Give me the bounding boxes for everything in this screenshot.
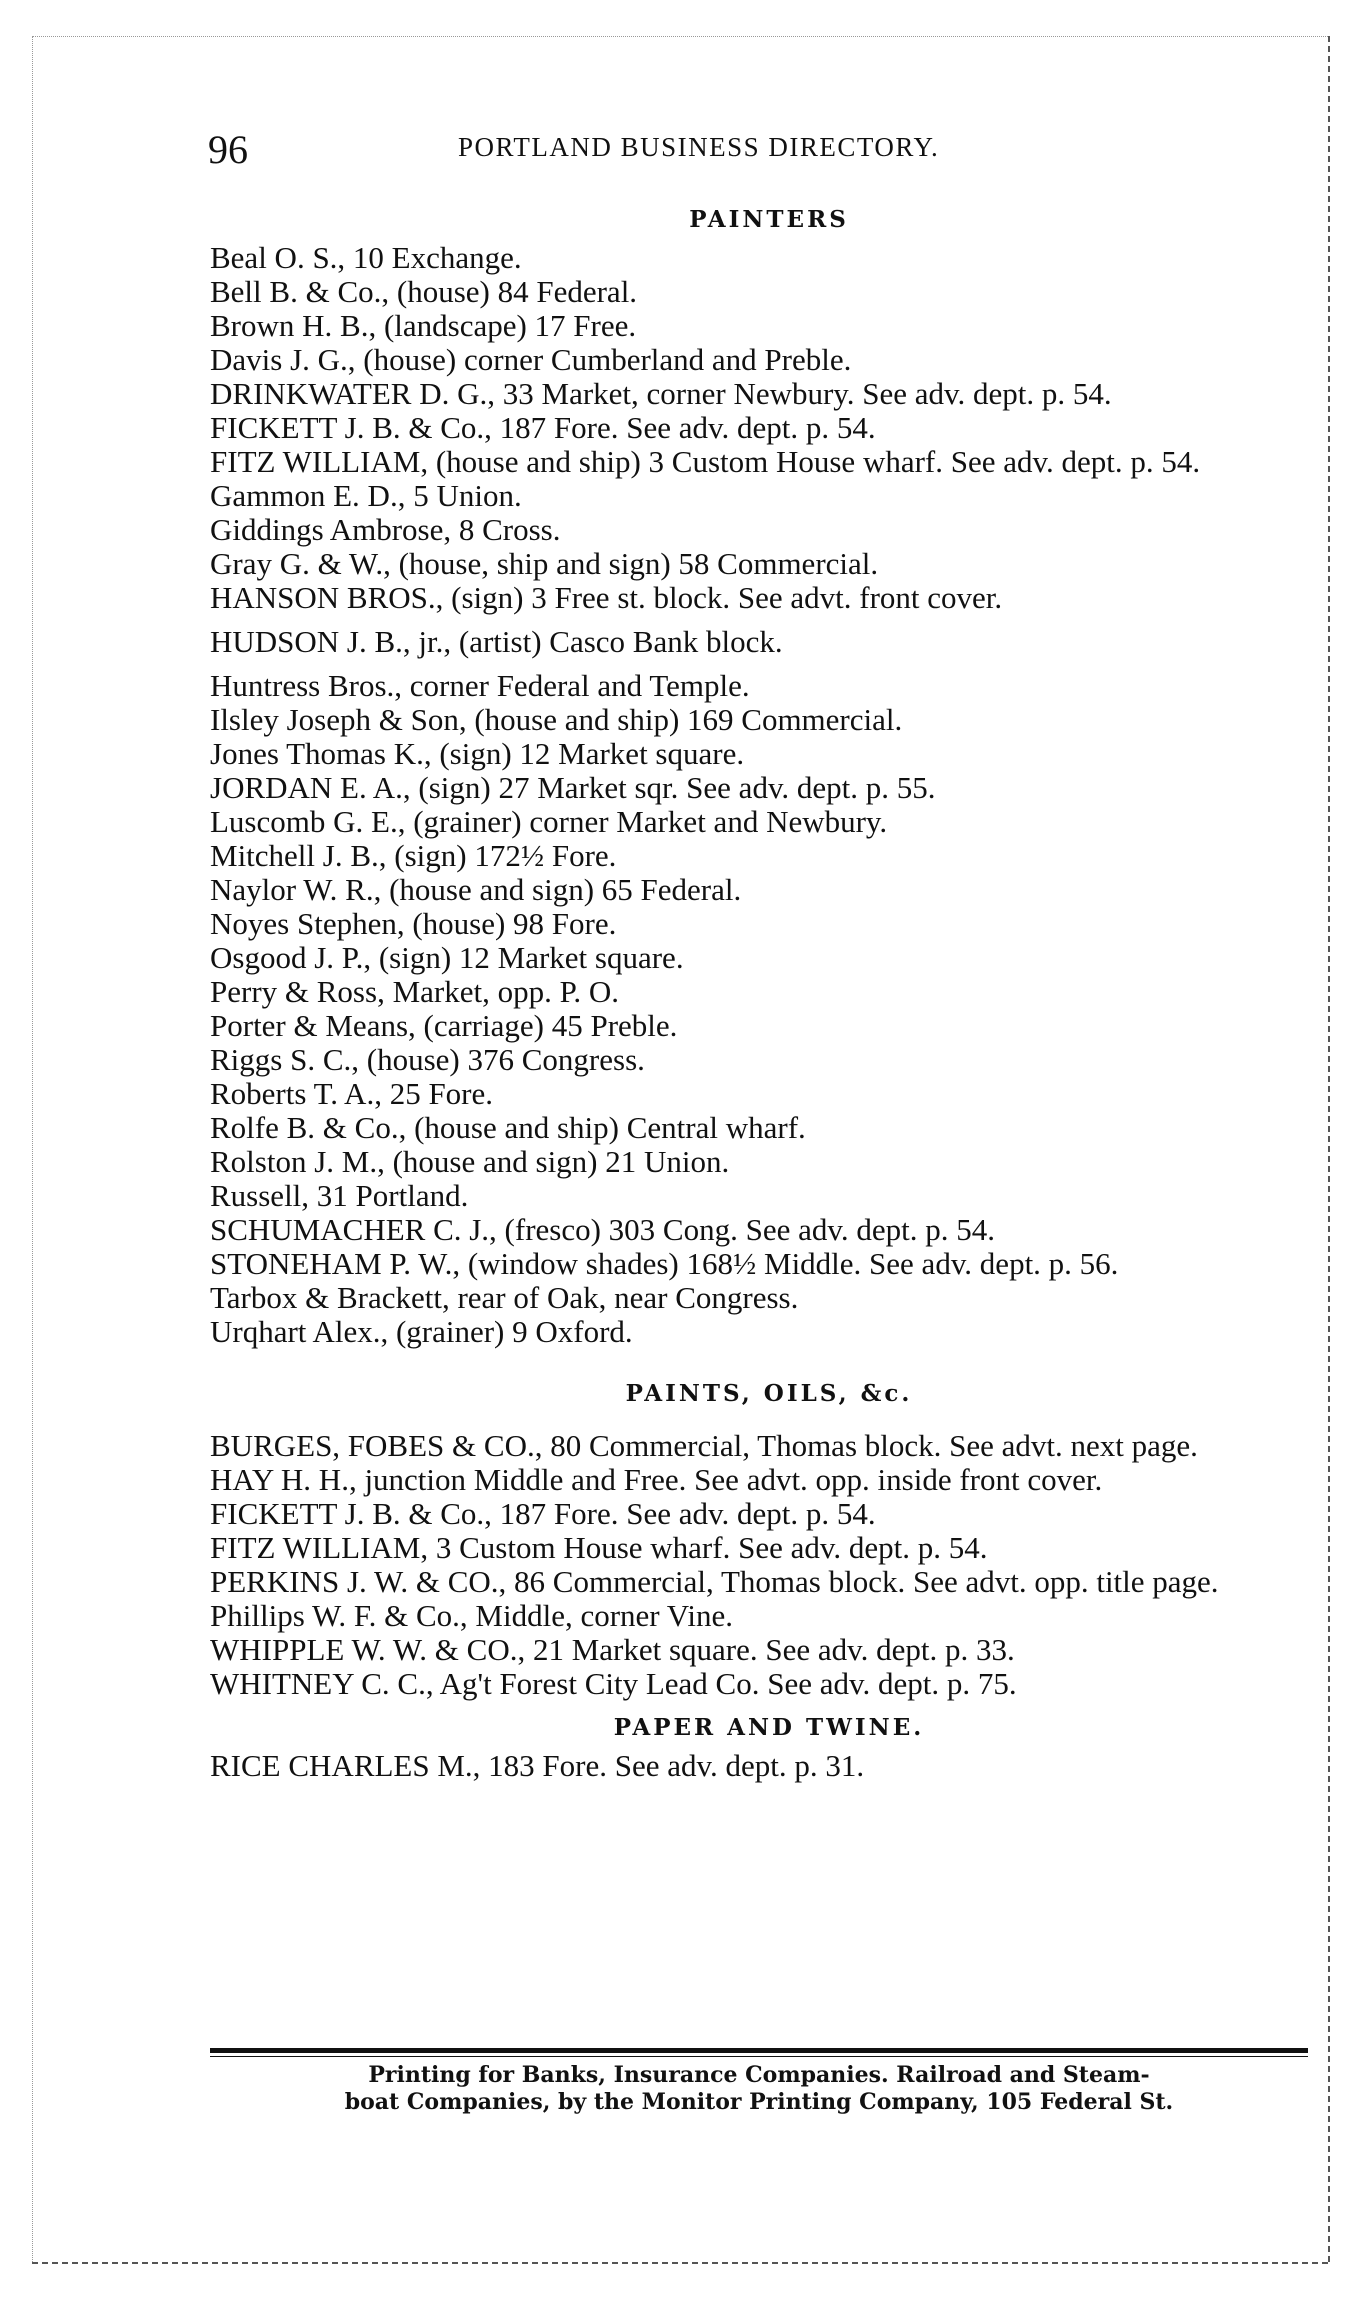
footer-advertisement [210, 2062, 1308, 2116]
footer-rule-thin [210, 2056, 1308, 2057]
paper-twine-list [210, 1749, 1308, 1783]
section-heading-paper-twine: PAPER AND TWINE. [613, 1714, 925, 1741]
list-item: FITZ WILLIAM, 3 Custom House wharf. See adv. dept. p. 54. [210, 1530, 988, 1565]
list-item: Gammon E. D., 5 Union. [210, 478, 522, 513]
list-item: FITZ WILLIAM, (house and ship) 3 Custom House wharf. See adv. dept. p. 54. [210, 444, 1201, 479]
list-item: RICE CHARLES M., 183 Fore. See adv. dept. p. 31. [210, 1748, 865, 1783]
list-item: Huntress Bros., corner Federal and Temple. [210, 668, 750, 703]
list-item: FICKETT J. B. & Co., 187 Fore. See adv. dept. p. 54. [210, 410, 876, 445]
list-item: JORDAN E. A., (sign) 27 Market sqr. See adv. dept. p. 55. [210, 770, 936, 805]
list-item: PERKINS J. W. & CO., 86 Commercial, Thomas block. See advt. opp. title page. [210, 1564, 1219, 1599]
list-item: SCHUMACHER C. J., (fresco) 303 Cong. See adv. dept. p. 54. [210, 1212, 995, 1247]
footer-ad-line-2: boat Companies, by the Monitor Printing Company, 105 Federal St. [344, 2089, 1174, 2115]
list-item: Russell, 31 Portland. [210, 1178, 469, 1213]
running-title: PORTLAND BUSINESS DIRECTORY. [458, 132, 940, 162]
list-item: Porter & Means, (carriage) 45 Preble. [210, 1008, 678, 1043]
list-item: DRINKWATER D. G., 33 Market, corner Newbury. See adv. dept. p. 54. [210, 376, 1112, 411]
list-item: Rolfe B. & Co., (house and ship) Central wharf. [210, 1110, 806, 1145]
list-item: HUDSON J. B., jr., (artist) Casco Bank block. [210, 624, 783, 659]
directory-column [210, 203, 1308, 1783]
page-number: 96 [208, 127, 248, 172]
list-item: Perry & Ross, Market, opp. P. O. [210, 974, 620, 1009]
list-item: Jones Thomas K., (sign) 12 Market square. [210, 736, 745, 771]
page-border-top [32, 36, 1328, 37]
list-item: Tarbox & Brackett, rear of Oak, near Congress. [210, 1280, 799, 1315]
list-item: WHITNEY C. C., Ag't Forest City Lead Co. See adv. dept. p. 75. [210, 1666, 1017, 1701]
list-item: Roberts T. A., 25 Fore. [210, 1076, 494, 1111]
list-item: Brown H. B., (landscape) 17 Free. [210, 308, 637, 343]
list-item: Gray G. & W., (house, ship and sign) 58 Commercial. [210, 546, 879, 581]
list-item: WHIPPLE W. W. & CO., 21 Market square. See adv. dept. p. 33. [210, 1632, 1015, 1667]
list-item: Phillips W. F. & Co., Middle, corner Vine. [210, 1598, 733, 1633]
footer-rule-thick [210, 2048, 1308, 2053]
list-item: STONEHAM P. W., (window shades) 168½ Middle. See adv. dept. p. 56. [210, 1246, 1119, 1281]
list-item: HANSON BROS., (sign) 3 Free st. block. See advt. front cover. [210, 580, 1003, 615]
list-item: Beal O. S., 10 Exchange. [210, 240, 522, 275]
painters-list [210, 241, 1308, 1349]
list-item: FICKETT J. B. & Co., 187 Fore. See adv. dept. p. 54. [210, 1496, 876, 1531]
list-item: Naylor W. R., (house and sign) 65 Federal. [210, 872, 742, 907]
list-item: Riggs S. C., (house) 376 Congress. [210, 1042, 645, 1077]
section-heading-painters: PAINTERS [689, 206, 849, 233]
page-border-left [32, 36, 33, 2262]
list-item: Bell B. & Co., (house) 84 Federal. [210, 274, 638, 309]
list-item: Giddings Ambrose, 8 Cross. [210, 512, 561, 547]
section-heading-paints-oils: PAINTS, OILS, &c. [625, 1380, 913, 1407]
list-item: BURGES, FOBES & CO., 80 Commercial, Thomas block. See advt. next page. [210, 1428, 1198, 1463]
list-item: Urqhart Alex., (grainer) 9 Oxford. [210, 1314, 633, 1349]
list-item: Osgood J. P., (sign) 12 Market square. [210, 940, 684, 975]
list-item: HAY H. H., junction Middle and Free. See advt. opp. inside front cover. [210, 1462, 1103, 1497]
page-border-bottom [32, 2262, 1328, 2264]
paints-oils-list [210, 1429, 1308, 1701]
list-item: Luscomb G. E., (grainer) corner Market and Newbury. [210, 804, 888, 839]
page-border-right [1328, 36, 1330, 2262]
footer-ad-line-1: Printing for Banks, Insurance Companies. Railroad and Steam- [368, 2062, 1150, 2088]
list-item: Noyes Stephen, (house) 98 Fore. [210, 906, 617, 941]
list-item: Davis J. G., (house) corner Cumberland and Preble. [210, 342, 852, 377]
list-item: Ilsley Joseph & Son, (house and ship) 169 Commercial. [210, 702, 903, 737]
list-item: Mitchell J. B., (sign) 172½ Fore. [210, 838, 617, 873]
list-item: Rolston J. M., (house and sign) 21 Union. [210, 1144, 730, 1179]
